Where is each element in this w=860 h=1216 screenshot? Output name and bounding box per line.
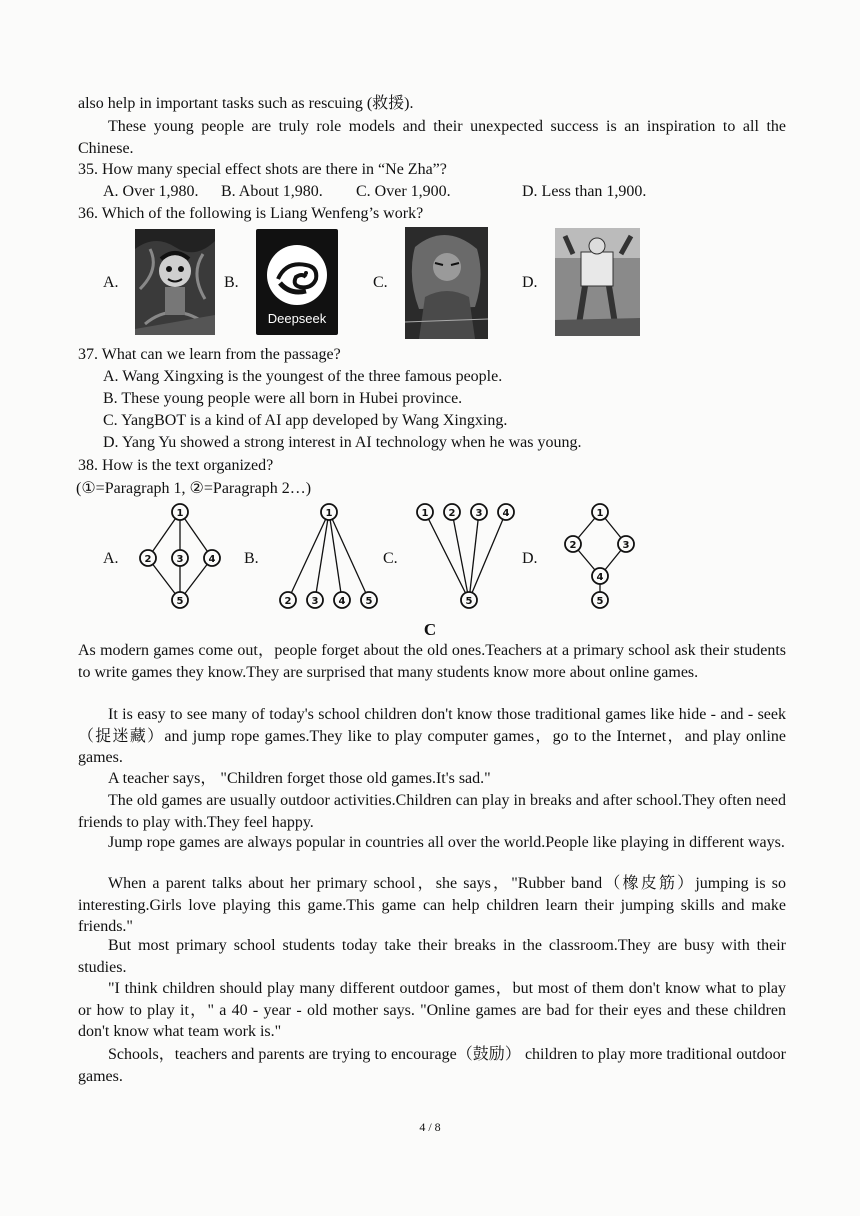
node-label: 4 bbox=[208, 554, 216, 565]
robots-image bbox=[555, 228, 640, 336]
q36-question: 36. Which of the following is Liang Wenfeng’s work? bbox=[78, 205, 424, 222]
q36-label-d: D. bbox=[522, 274, 538, 291]
q38-label-b: B. bbox=[244, 550, 259, 567]
node-label: 3 bbox=[622, 540, 630, 551]
section-c-heading: C bbox=[423, 620, 437, 639]
q38-label-a: A. bbox=[103, 550, 119, 567]
q38-label-c: C. bbox=[383, 550, 398, 567]
passage-paragraph-2: It is easy to see many of today's school children don't know those traditional games like hide - and - seek（捉迷藏）and jump rope games.They like to play computer games，go to the Internet，and play online games. bbox=[78, 706, 786, 766]
nezha-image bbox=[135, 229, 215, 335]
passage-paragraph-6: When a parent talks about her primary school，she says，"Rubber band（橡皮筋）jumping is so interesting.Girls love playing this game.This game can help children learn their jumping skills and make friends." bbox=[78, 875, 786, 935]
q38-label-d: D. bbox=[522, 550, 538, 567]
node-label: 4 bbox=[596, 572, 604, 583]
passage-paragraph-4: The old games are usually outdoor activities.Children can play in breaks and after school.They often need friends to play with.They feel happy. bbox=[78, 792, 786, 831]
q38-question: 38. How is the text organized? bbox=[78, 457, 274, 474]
node-label: 5 bbox=[176, 596, 184, 607]
structure-diagram-b bbox=[276, 500, 382, 612]
q35-option-d: D. Less than 1,900. bbox=[522, 183, 647, 200]
passage-paragraph-3: A teacher says， "Children forget those old games.It's sad." bbox=[108, 770, 491, 787]
structure-diagram-c bbox=[413, 500, 519, 612]
q36-label-b: B. bbox=[224, 274, 239, 291]
node-label: 2 bbox=[144, 554, 152, 565]
q37-option-a: A. Wang Xingxing is the youngest of the three famous people. bbox=[103, 368, 503, 385]
intro-line: also help in important tasks such as rescuing (救援). bbox=[78, 95, 414, 112]
passage-paragraph-5: Jump rope games are always popular in countries all over the world.People like playing in different ways. bbox=[108, 834, 785, 851]
deepseek-logo-image bbox=[256, 229, 338, 335]
node-label: 4 bbox=[338, 596, 346, 607]
node-label: 2 bbox=[448, 508, 456, 519]
passage-paragraph-8: "I think children should play many different outdoor games，but most of them don't know what to play or how to play it，" a 40 - year - old mother says. "Online games are bad for their eyes and these children don't know what team work is." bbox=[78, 980, 786, 1040]
q36-label-a: A. bbox=[103, 274, 119, 291]
node-label: 1 bbox=[325, 508, 333, 519]
node-label: 2 bbox=[569, 540, 577, 551]
node-label: 5 bbox=[465, 596, 473, 607]
node-label: 3 bbox=[311, 596, 319, 607]
node-label: 2 bbox=[284, 596, 292, 607]
q37-option-b: B. These young people were all born in Hubei province. bbox=[103, 390, 463, 407]
intro-paragraph: These young people are truly role models and their unexpected success is an inspiration to all the Chinese. bbox=[78, 118, 786, 157]
passage-paragraph-1: As modern games come out，people forget about the old ones.Teachers at a primary school ask their students to write games they know.They are surprised that many students know more about online games. bbox=[78, 642, 786, 681]
page-number: 4 / 8 bbox=[419, 1120, 441, 1134]
q35-option-b: B. About 1,980. bbox=[221, 183, 323, 200]
deepseek-label: Deepseek bbox=[267, 311, 327, 326]
q35-option-a: A. Over 1,980. bbox=[103, 183, 199, 200]
node-label: 3 bbox=[475, 508, 483, 519]
node-label: 1 bbox=[596, 508, 604, 519]
structure-diagram-a bbox=[135, 500, 227, 612]
q36-label-c: C. bbox=[373, 274, 388, 291]
q38-note: (①=Paragraph 1, ②=Paragraph 2…) bbox=[76, 480, 312, 497]
node-label: 5 bbox=[596, 596, 604, 607]
node-label: 1 bbox=[176, 508, 184, 519]
wukong-image bbox=[405, 227, 488, 339]
node-label: 5 bbox=[365, 596, 373, 607]
q37-question: 37. What can we learn from the passage? bbox=[78, 346, 341, 363]
q35-question: 35. How many special effect shots are there in “Ne Zha”? bbox=[78, 161, 447, 178]
q37-option-d: D. Yang Yu showed a strong interest in AI technology when he was young. bbox=[103, 434, 582, 451]
node-label: 1 bbox=[421, 508, 429, 519]
passage-paragraph-9: Schools，teachers and parents are trying to encourage（鼓励） children to play more traditional outdoor games. bbox=[78, 1046, 786, 1085]
passage-paragraph-7: But most primary school students today take their breaks in the classroom.They are busy with their studies. bbox=[78, 937, 786, 976]
node-label: 4 bbox=[502, 508, 510, 519]
node-label: 3 bbox=[176, 554, 184, 565]
structure-diagram-d bbox=[556, 500, 646, 612]
q37-option-c: C. YangBOT is a kind of AI app developed by Wang Xingxing. bbox=[103, 412, 508, 429]
q35-option-c: C. Over 1,900. bbox=[356, 183, 451, 200]
